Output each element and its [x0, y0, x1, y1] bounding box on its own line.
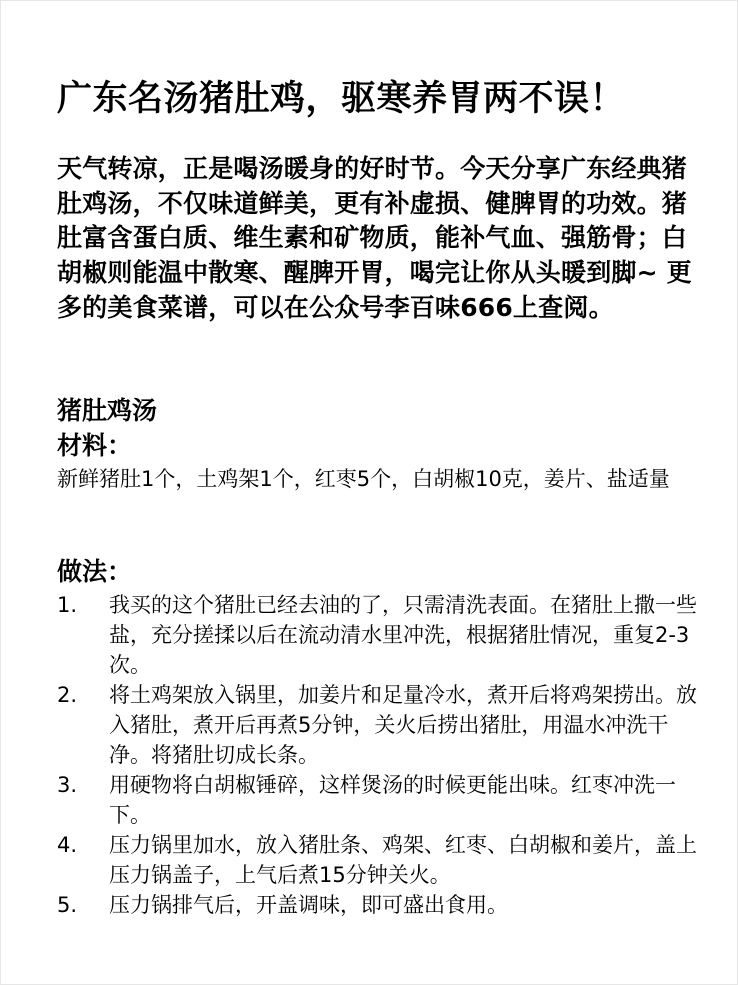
- method-step: [57, 770, 697, 830]
- step-number: 2.: [57, 683, 78, 707]
- step-number: 3.: [57, 773, 78, 797]
- materials-heading: 材料：: [57, 431, 133, 460]
- step-text: 压力锅排气后，开盖调味，即可盛出食用。: [109, 893, 508, 917]
- intro-paragraph: 天气转凉，正是喝汤暖身的好时节。今天分享广东经典猪肚鸡汤，不仅味道鲜美，更有补虚损、健脾胃的功效。猪肚富含蛋白质、维生素和矿物质，能补气血、强筋骨；白胡椒则能温中散寒、醒脾开胃，喝完让你从头暖到脚~ 更多的美食菜谱，可以在公众号李百味666上查阅。: [57, 154, 692, 322]
- step-text: 将土鸡架放入锅里，加姜片和足量冷水，煮开后将鸡架捞出。放入猪肚，煮开后再煮5分钟，关火后捞出猪肚，用温水冲洗干净。将猪肚切成长条。: [109, 683, 697, 767]
- materials-text: 新鲜猪肚1个，土鸡架1个，红枣5个，白胡椒10克，姜片、盐适量: [57, 467, 670, 491]
- step-number: 1.: [57, 593, 78, 617]
- method-steps-list: [57, 590, 697, 920]
- step-text: 我买的这个猪肚已经去油的了，只需清洗表面。在猪肚上撒一些盐，充分搓揉以后在流动清水里冲洗，根据猪肚情况，重复2-3次。: [109, 593, 697, 677]
- method-step: [57, 830, 697, 890]
- step-text: 用硬物将白胡椒锤碎，这样煲汤的时候更能出味。红枣冲洗一下。: [109, 773, 676, 827]
- method-step: [57, 590, 697, 680]
- step-number: 5.: [57, 893, 78, 917]
- step-text: 压力锅里加水，放入猪肚条、鸡架、红枣、白胡椒和姜片，盖上压力锅盖子，上气后煮15分钟关火。: [109, 833, 697, 887]
- recipe-name: 猪肚鸡汤: [57, 396, 158, 425]
- method-step: [57, 680, 697, 770]
- method-heading: 做法：: [57, 557, 133, 586]
- page-title: 广东名汤猪肚鸡，驱寒养胃两不误！: [57, 79, 626, 119]
- step-number: 4.: [57, 833, 78, 857]
- method-step: [57, 890, 697, 920]
